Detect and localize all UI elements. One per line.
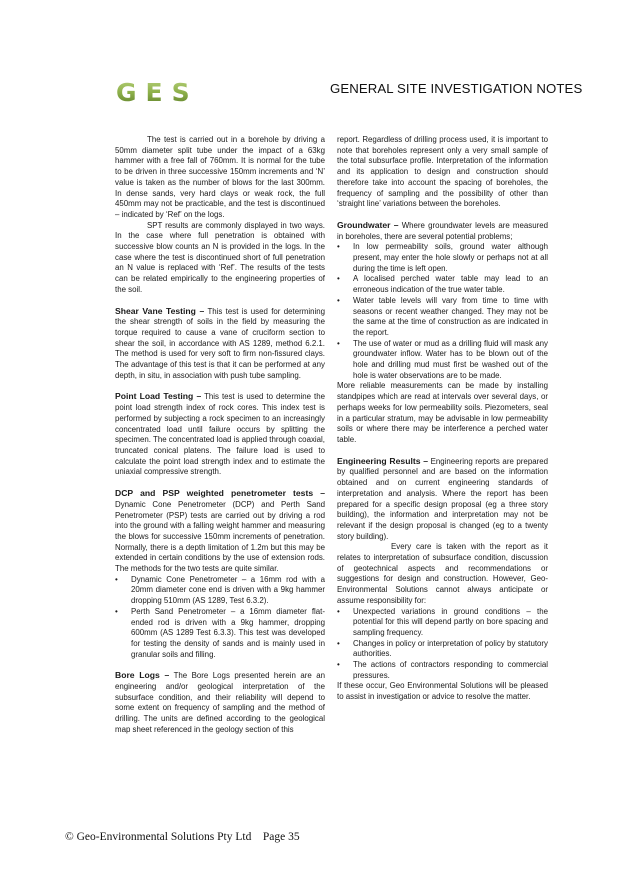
spt-paragraph-2: SPT results are commonly displayed in two ways. In the case where full penetration is obtained with successive blow counts an N is provided in the logs. In the case where the test is discontinued short of full penetration an N value is replaced with ‘Ref’. The results of the tests can be related empirically to the engineering properties of the soil.: [115, 220, 325, 294]
list-item: • Unexpected variations in ground conditions – the potential for this will depend partly on bore spacing and sampling frequency.: [337, 607, 548, 639]
shear-vane-section: [115, 306, 325, 382]
groundwater-heading: Groundwater –: [337, 219, 399, 230]
ges-logo: [116, 80, 208, 104]
bore-logs-text: The Bore Logs presented herein are an engineering and/or geological interpretation of the subsurface condition, and their reliability will depend to some extent on frequency of sampling and the method of drilling. The units are defined according to the geological map sheet referenced in the geology section of this: [115, 671, 325, 734]
dcp-section: [115, 488, 325, 575]
engineering-results-section: [337, 456, 548, 543]
bore-logs-heading: Bore Logs –: [115, 670, 170, 681]
list-item: • Changes in policy or interpretation of policy by statutory authorities.: [337, 639, 548, 660]
dcp-heading: DCP and PSP weighted penetrometer tests –: [115, 488, 325, 499]
point-load-heading: Point Load Testing –: [115, 391, 202, 402]
list-item: • The actions of contractors responding to commercial pressures.: [337, 660, 548, 681]
shear-vane-text: This test is used for determining the shear strength of soils in the field by measuring the torque required to cause a vane of cruciform section to shear the soil, in accordance with AS 1289, method 6.2.1. The method is used for very soft to firm non-fissured clays. The advantage of this test is that it can be performed at any depth, in situ, in association with push tube sampling.: [115, 306, 325, 380]
engineering-results-heading: Engineering Results –: [337, 455, 429, 466]
list-item: • The use of water or mud as a drilling fluid will mask any groundwater inflow. Water has to be blown out of the hole and drilling mud must first be washed out of the hole is water observations are to be made.: [337, 339, 548, 382]
list-item: • Perth Sand Penetrometer – a 16mm diameter flat-ended rod is driven with a 9kg hammer, dropping 600mm (AS 1289 Test 6.3.3). This test was developed for testing the density of sands and is mainly used in granular soils and filling.: [115, 607, 325, 661]
groundwater-after-text: More reliable measurements can be made by installing standpipes which are read at intervals over several days, or perhaps weeks for low permeability soils. Piezometers, seal in a particular stratum, may be advisable in low permeability soils or where there may be interference a perched water table.: [337, 381, 548, 444]
groundwater-text: Where groundwater levels are measured in boreholes, there are several potential problems;: [337, 220, 548, 241]
list-item: • Water table levels will vary from time to time with seasons or recent weather changed. They may not be the same at the time of construction as are indicated in the report.: [337, 296, 548, 339]
left-column: [115, 135, 325, 736]
dcp-bullet-list: [115, 575, 325, 661]
bore-logs-section: [115, 670, 325, 735]
continued-paragraph: report. Regardless of drilling process used, it is important to note that boreholes represent only a very small sample of the total subsurface profile. Interpretation of the information and its application to design and construction should therefore take into account the spacing of boreholes, the frequency of sampling and the possibility of other than ‘straight line’ variations between the boreholes.: [337, 135, 548, 209]
engineering-results-text: Engineering reports are prepared by qualified personnel and are based on the information obtained and on current engineering standards of interpretation and analysis. Where the report has been prepared for a specific design proposal (eg a three story building), the information and interpretation may not be relevant if the design proposal is changed (eg to a twenty story building).: [337, 456, 548, 541]
dcp-text: Dynamic Cone Penetrometer (DCP) and Perth Sand Penetrometer (PSP) tests are carried out by driving a rod into the ground with a falling weight hammer and measuring the blows for successive 150mm increments of penetration. Normally, there is a depth limitation of 1.2m but this may be extended in certain conditions by the use of extension rods. The methods for the two tests are quite similar.: [115, 499, 325, 574]
engineering-paragraph-2: Every care is taken with the report as it relates to interpretation of subsurface condition, discussion of geotechnical aspects and recommendations or suggestions for design and construction. However, Geo-Environmental Solutions cannot always anticipate or assume responsibility for:: [337, 542, 548, 605]
list-item: • In low permeability soils, ground water although present, may enter the hole slowly or perhaps not at all during the time is left open.: [337, 242, 548, 274]
groundwater-bullet-list: [337, 242, 548, 381]
engineering-after-text: If these occur, Geo Environmental Solutions will be pleased to assist in investigation or advice to resolve the matter.: [337, 681, 548, 702]
right-column: [337, 135, 548, 703]
point-load-text: This test is used to determine the point load strength index of rock cores. This index test is performed by subjecting a rock specimen to an increasingly concentrated load until failure occurs by splitting the specimen. The concentrated load is applied through coaxial, truncated conical platens. The failure load is used to calculate the point load strength index and to estimate the uniaxial compressive strength.: [115, 392, 325, 477]
spt-paragraph-1: The test is carried out in a borehole by driving a 50mm diameter split tube under the impact of a 63kg hammer with a free fall of 760mm. It is normal for the tube to be driven in three successive 150mm increments and ‘N’ value is taken as the number of blows for the last 300mm. In dense sands, very hard clays or weak rock, the full 450mm may not be practicable, and the test is discontinued – indicated by ‘Ref’ on the logs.: [115, 135, 325, 219]
list-item: • Dynamic Cone Penetrometer – a 16mm rod with a 20mm diameter cone end is driven with a 9kg hammer dropping 510mm (AS 1289, Test 6.3.2).: [115, 575, 325, 607]
shear-vane-heading: Shear Vane Testing –: [115, 305, 205, 316]
point-load-section: [115, 391, 325, 478]
svg-text:GES: GES: [116, 80, 199, 104]
engineering-bullet-list: [337, 607, 548, 682]
page-footer: © Geo-Environmental Solutions Pty Ltd Page 35: [65, 831, 300, 843]
page-title: GENERAL SITE INVESTIGATION NOTES: [330, 81, 583, 96]
groundwater-section: [337, 220, 548, 242]
list-item: • A localised perched water table may lead to an erroneous indication of the true water table.: [337, 274, 548, 295]
